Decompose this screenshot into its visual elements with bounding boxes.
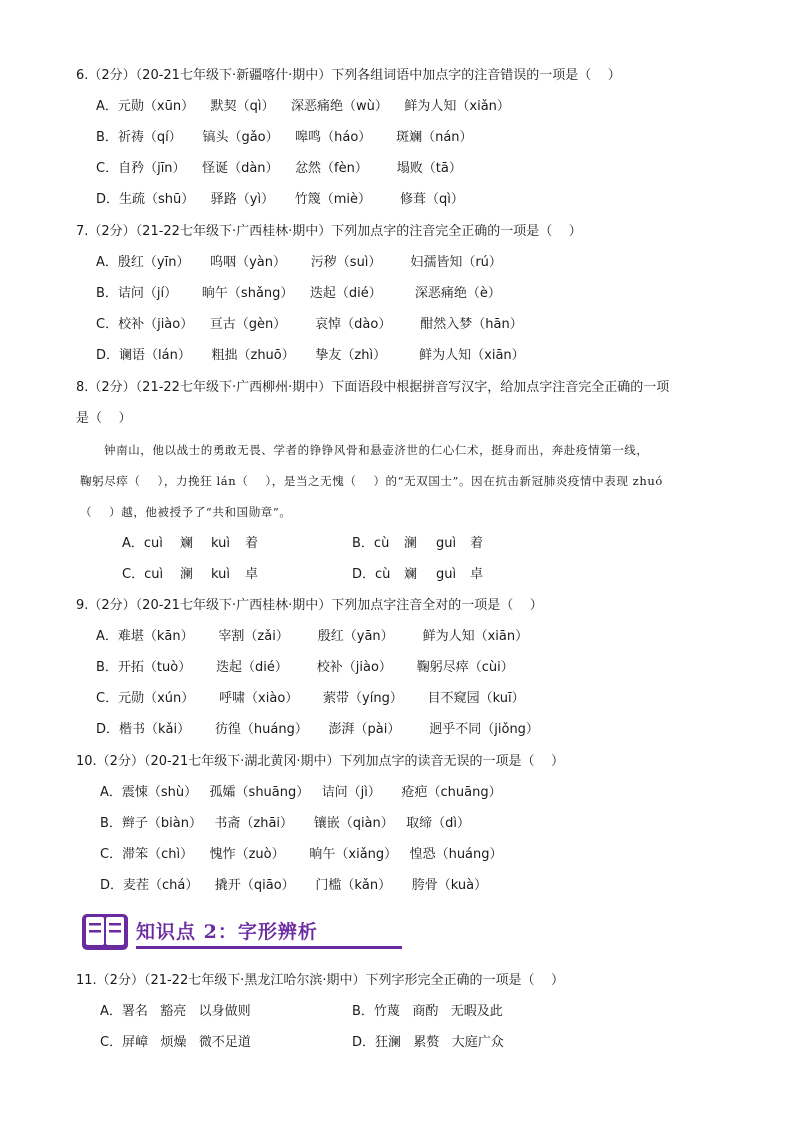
q8-opt-a-char1: 斓 bbox=[180, 536, 194, 551]
q6-option-b[interactable]: B．祈祷（qí） 镐头（gǎo） 嗥鸣（háo） 斑斓（nán） bbox=[96, 130, 473, 145]
q8-passage-line-2: 鞠躬尽瘁（ ），力挽狂 lán（ ），是当之无愧（ ）的“无双国士”。因在抗击新冠肺炎疫情中表现 zhuó bbox=[80, 474, 663, 488]
q6-option-a[interactable]: A．元勋（xūn） 默契（qì） 深恶痛绝（wù） 鲜为人知（xiǎn） bbox=[96, 99, 510, 114]
q8-opt-b-pinyin: guì bbox=[436, 536, 457, 551]
q7-option-a[interactable]: A．殷红（yīn） 呜咽（yàn） 污秽（suì） 妇孺皆知（rú） bbox=[96, 255, 502, 270]
section-header bbox=[80, 910, 330, 952]
q8-passage-line-1: 钟南山，他以战士的勇敢无畏、学者的铮铮风骨和悬壶济世的仁心仁术，挺身而出，奔赴疫情第一线， bbox=[104, 443, 649, 457]
q10-option-b[interactable]: B．辫子（biàn） 书斋（zhāi） 镶嵌（qiàn） 取缔（dì） bbox=[100, 816, 471, 831]
q8-opt-b-char1: 澜 bbox=[404, 536, 418, 551]
q7-option-c[interactable]: C．校补（jiào） 亘古（gèn） 哀悼（dào） 酣然入梦（hān） bbox=[96, 317, 523, 332]
q8-opt-b-char2: 着 bbox=[470, 536, 484, 551]
q11-option-d[interactable]: D．狂澜 累赘 大庭广众 bbox=[352, 1035, 504, 1050]
q7-option-d[interactable]: D．谰语（lán） 粗拙（zhuō） 挚友（zhì） 鲜为人知（xiān） bbox=[96, 348, 525, 363]
section-title: 知识点 2：字形辨析 bbox=[136, 921, 318, 943]
q8-passage-line-3: （ ）越，他被授予了“共和国勋章”。 bbox=[80, 505, 292, 519]
q6-option-d[interactable]: D．生疏（shū） 驿路（yì） 竹篾（miè） 修葺（qì） bbox=[96, 192, 464, 207]
q6-stem: 6.（2分）（20-21七年级下·新疆喀什·期中）下列各组词语中加点字的注音错误的一项是（ ） bbox=[76, 68, 621, 83]
q8-opt-c-char2: 卓 bbox=[245, 567, 259, 582]
q8-opt-c-letter: C．cuì bbox=[122, 567, 164, 582]
q8-opt-a-pinyin: kuì bbox=[211, 536, 230, 551]
section-underline bbox=[136, 946, 402, 949]
q8-opt-d-char2: 卓 bbox=[470, 567, 484, 582]
q8-opt-b-letter: B．cù bbox=[352, 536, 390, 551]
q8-opt-d-char1: 斓 bbox=[404, 567, 418, 582]
q10-stem: 10.（2分）（20-21七年级下·湖北黄冈·期中）下列加点字的读音无误的一项是（ ） bbox=[76, 754, 565, 769]
q9-option-d[interactable]: D．楷书（kǎi） 彷徨（huáng） 澎湃（pài） 迥乎不同（jiǒng） bbox=[96, 722, 539, 737]
q8-opt-a-letter: A．cuì bbox=[122, 536, 163, 551]
q9-option-a[interactable]: A．难堪（kān） 宰割（zǎi） 殷红（yān） 鲜为人知（xiān） bbox=[96, 629, 529, 644]
book-icon bbox=[80, 910, 130, 952]
q11-option-b[interactable]: B．竹蔑 商酌 无暇及此 bbox=[352, 1004, 503, 1019]
q11-stem: 11.（2分）（21-22七年级下·黑龙江哈尔滨·期中）下列字形完全正确的一项是（ ） bbox=[76, 973, 565, 988]
q7-stem: 7.（2分）（21-22七年级下·广西桂林·期中）下列加点字的注音完全正确的一项是（ ） bbox=[76, 224, 582, 239]
q7-option-b[interactable]: B．诘问（jí） 晌午（shǎng） 迭起（dié） 深恶痛绝（è） bbox=[96, 286, 501, 301]
q8-stem: 8.（2分）（21-22七年级下·广西柳州·期中）下面语段中根据拼音写汉字，给加点字注音完全正确的一项 bbox=[76, 380, 670, 395]
q8-opt-c-char1: 澜 bbox=[180, 567, 194, 582]
q9-option-b[interactable]: B．开拓（tuò） 迭起（dié） 校补（jiào） 鞠躬尽瘁（cùi） bbox=[96, 660, 514, 675]
q10-option-c[interactable]: C．滞笨（chì） 愧怍（zuò） 晌午（xiǎng） 惶恐（huáng） bbox=[100, 847, 503, 862]
q11-option-a[interactable]: A．署名 豁亮 以身做则 bbox=[100, 1004, 251, 1019]
q8-stem-cont: 是（ ） bbox=[76, 411, 132, 426]
q10-option-d[interactable]: D．麦茬（chá） 撬开（qiāo） 门槛（kǎn） 胯骨（kuà） bbox=[100, 878, 488, 893]
q11-option-c[interactable]: C．屏嶂 烦燥 微不足道 bbox=[100, 1035, 251, 1050]
q10-option-a[interactable]: A．震悚（shù） 孤孀（shuāng） 诘问（jì） 疮疤（chuāng） bbox=[100, 785, 502, 800]
q8-opt-d-letter: D．cù bbox=[352, 567, 391, 582]
q8-opt-c-pinyin: kuì bbox=[211, 567, 230, 582]
q8-opt-d-pinyin: guì bbox=[436, 567, 457, 582]
q9-option-c[interactable]: C．元勋（xún） 呼啸（xiào） 萦带（yíng） 目不窥园（kuī） bbox=[96, 691, 525, 706]
q8-opt-a-char2: 着 bbox=[245, 536, 259, 551]
q6-option-c[interactable]: C．自矜（jīn） 怪诞（dàn） 忿然（fèn） 塌败（tā） bbox=[96, 161, 462, 176]
q9-stem: 9.（2分）（20-21七年级下·广西桂林·期中）下列加点字注音全对的一项是（ ） bbox=[76, 598, 543, 613]
